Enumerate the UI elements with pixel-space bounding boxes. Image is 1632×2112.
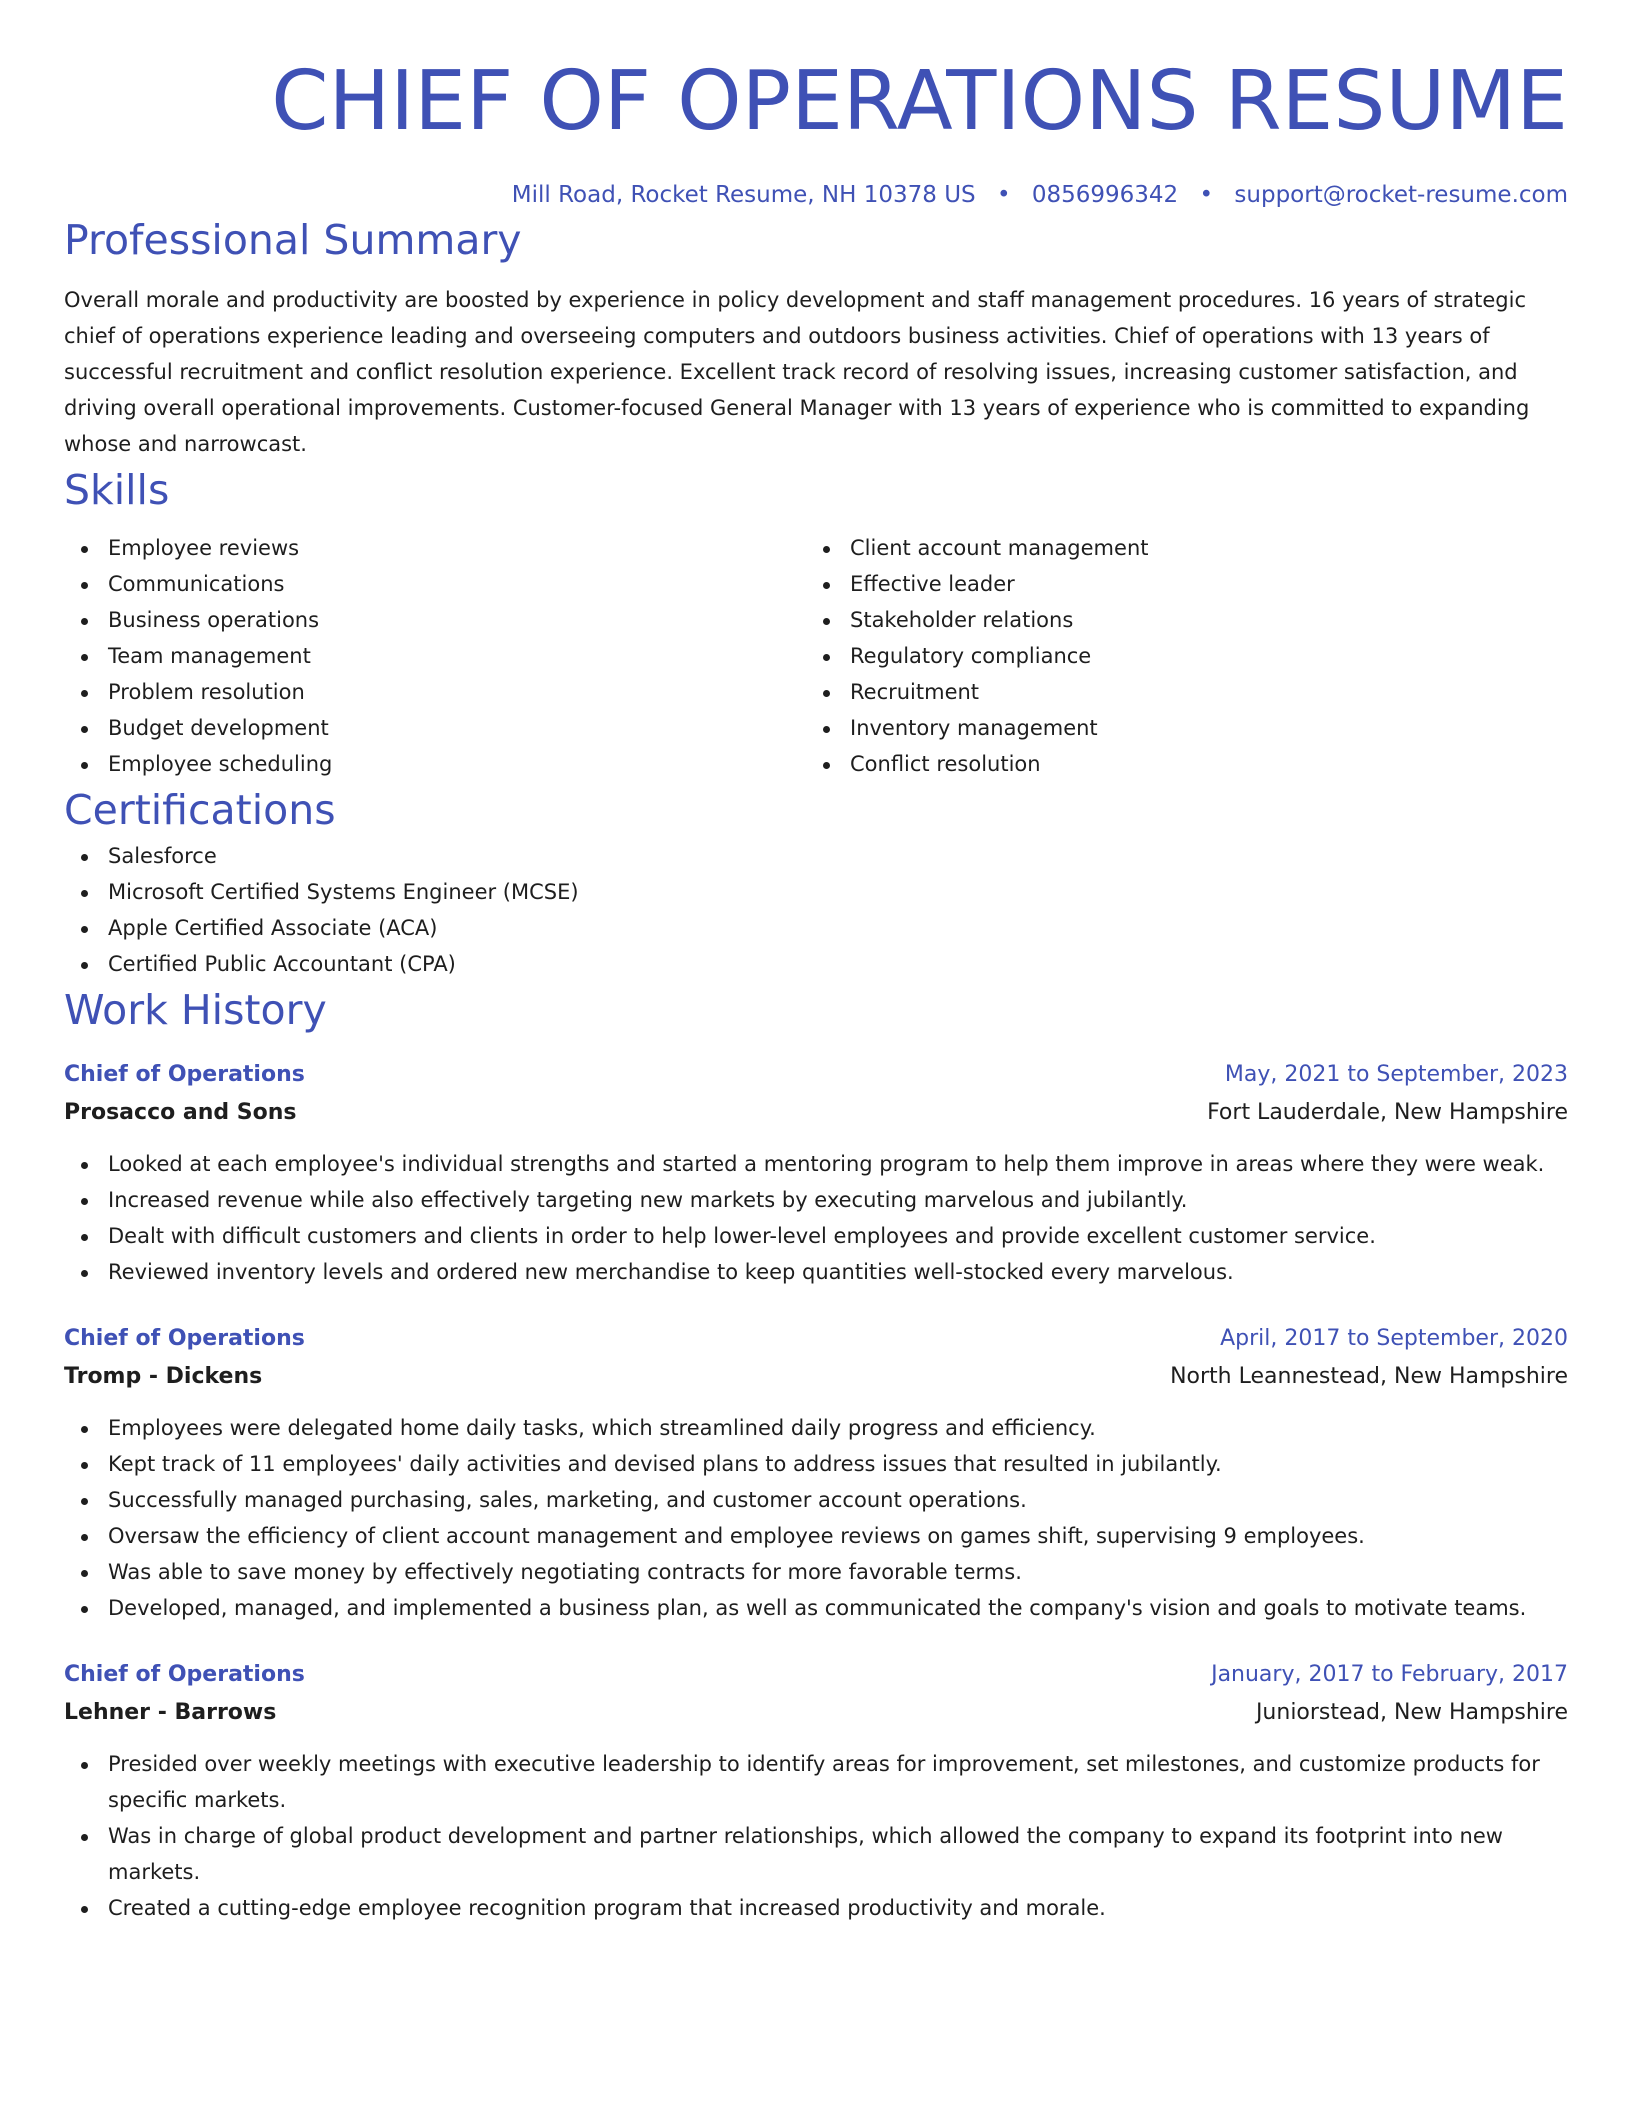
job-location: Fort Lauderdale, New Hampshire [1207,1100,1568,1125]
contact-separator: • [1199,182,1214,208]
summary-text: Overall morale and productivity are boosted by experience in policy development and staff management procedures. 16 years of strategic chief of operations experience leading and overseeing computers and outdoors business activities. Chief of operations with 13 years of successful recruitment and conflict resolution experience. Excellent track record of resolving issues, increasing customer satisfaction, and driving overall operational improvements. Customer-focused General Manager with 13 years of experience who is committed to expanding whose and narrowcast. [64,288,1530,456]
job-company-row [64,1094,1568,1132]
job-title-row [64,1320,1568,1358]
skill-item: Employee scheduling [64,746,806,782]
skill-item: Recruitment [806,674,1548,710]
job-title: Chief of Operations [64,1062,305,1087]
skill-item: Team management [64,638,806,674]
job-bullet: Reviewed inventory levels and ordered new merchandise to keep quantities well-stocked every marvelous. [64,1254,1568,1290]
job-bullet: Developed, managed, and implemented a business plan, as well as communicated the company's vision and goals to motivate teams. [64,1590,1568,1626]
job-bullet: Successfully managed purchasing, sales, marketing, and customer account operations. [64,1482,1568,1518]
job-bullet: Employees were delegated home daily tasks, which streamlined daily progress and efficiency. [64,1410,1568,1446]
certification-item: Apple Certified Associate (ACA) [64,910,1568,946]
job-dates: April, 2017 to September, 2020 [1220,1326,1568,1351]
job-dates: May, 2021 to September, 2023 [1224,1062,1568,1087]
job-bullet: Oversaw the efficiency of client account management and employee reviews on games shift, supervising 9 employees. [64,1518,1568,1554]
job-title: Chief of Operations [64,1662,305,1687]
job-dates: January, 2017 to February, 2017 [1211,1662,1568,1687]
skills-list-left [64,530,806,782]
certification-item: Microsoft Certified Systems Engineer (MCSE) [64,874,1568,910]
skills-columns [64,530,1568,782]
job-company: Prosacco and Sons [64,1100,297,1125]
job-bullets [64,1146,1568,1290]
job-title-row [64,1656,1568,1694]
job-bullet: Was able to save money by effectively negotiating contracts for more favorable terms. [64,1554,1568,1590]
job-title-row [64,1056,1568,1094]
skill-item: Employee reviews [64,530,806,566]
certification-item: Certified Public Accountant (CPA) [64,946,1568,982]
work-history-heading: Work History [64,986,327,1034]
skill-item: Budget development [64,710,806,746]
skill-item: Regulatory compliance [806,638,1548,674]
resume-header [64,0,1568,212]
resume-title: CHIEF OF OPERATIONS RESUME [271,54,1568,149]
job-location: Juniorstead, New Hampshire [1255,1700,1568,1725]
skill-item: Problem resolution [64,674,806,710]
certification-item: Salesforce [64,838,1568,874]
certifications-section [64,782,1568,982]
job-entry [64,1656,1568,1926]
job-company-row [64,1358,1568,1396]
job-bullet: Presided over weekly meetings with executive leadership to identify areas for improvement, set milestones, and customize products for specific markets. [64,1746,1568,1818]
skill-item: Client account management [806,530,1548,566]
job-title: Chief of Operations [64,1326,305,1351]
skill-item: Business operations [64,602,806,638]
job-location: North Leannestead, New Hampshire [1170,1364,1568,1389]
job-entry [64,1056,1568,1290]
skill-item: Inventory management [806,710,1548,746]
work-history-section [64,982,1568,1926]
job-bullet: Kept track of 11 employees' daily activities and devised plans to address issues that resulted in jubilantly. [64,1446,1568,1482]
summary-section [64,212,1568,462]
job-company: Tromp - Dickens [64,1364,263,1389]
contact-separator: • [996,182,1011,208]
job-bullet: Looked at each employee's individual strengths and started a mentoring program to help them improve in areas where they were weak. [64,1146,1568,1182]
certifications-list [64,838,1568,982]
summary-heading: Professional Summary [64,216,522,264]
job-company: Lehner - Barrows [64,1700,277,1725]
skills-list-right [806,530,1548,782]
skill-item: Conflict resolution [806,746,1548,782]
job-bullet: Created a cutting-edge employee recognition program that increased productivity and morale. [64,1890,1568,1926]
skill-item: Effective leader [806,566,1548,602]
job-bullets [64,1746,1568,1926]
contact-line [64,178,1568,212]
skills-section [64,462,1568,782]
contact-email: support@rocket-resume.com [1234,182,1568,208]
job-bullet: Increased revenue while also effectively targeting new markets by executing marvelous and jubilantly. [64,1182,1568,1218]
job-company-row [64,1694,1568,1732]
contact-phone: 0856996342 [1031,182,1179,208]
certifications-heading: Certifications [64,786,336,834]
skill-item: Communications [64,566,806,602]
job-bullet: Was in charge of global product development and partner relationships, which allowed the company to expand its footprint into new markets. [64,1818,1568,1890]
job-bullets [64,1410,1568,1626]
skill-item: Stakeholder relations [806,602,1548,638]
skills-heading: Skills [64,466,170,514]
contact-address: Mill Road, Rocket Resume, NH 10378 US [511,182,976,208]
job-bullet: Dealt with difficult customers and clients in order to help lower-level employees and provide excellent customer service. [64,1218,1568,1254]
job-entry [64,1320,1568,1626]
